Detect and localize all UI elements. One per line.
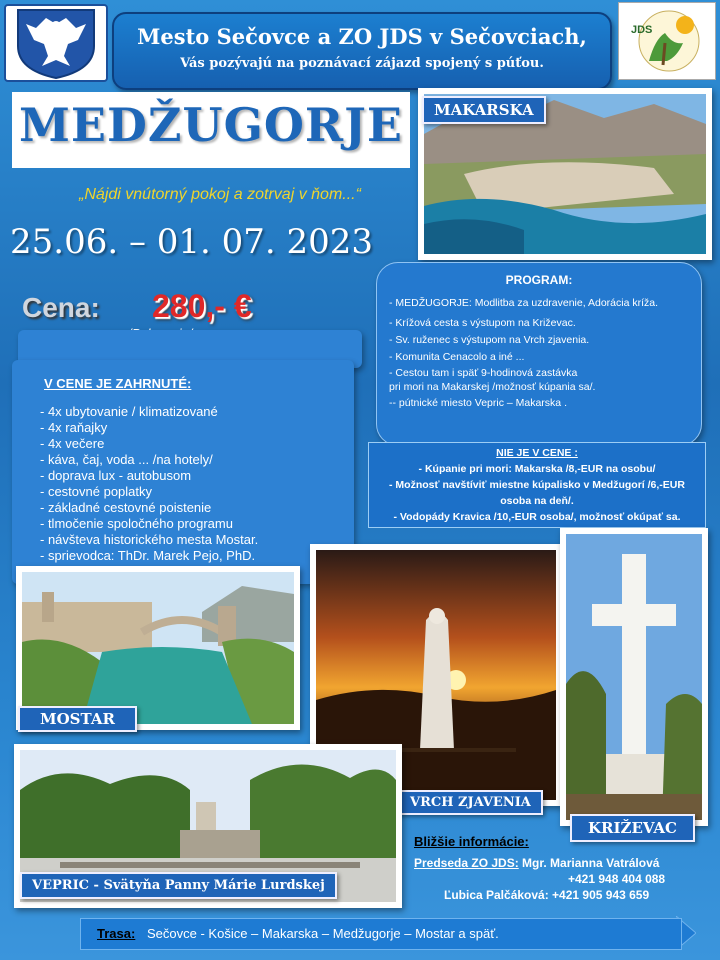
program-item: - Krížová cesta s výstupom na Križevac.: [389, 317, 576, 329]
program-item: - Komunita Cenacolo a iné ...: [389, 351, 525, 363]
jds-logo-text: JDS: [631, 24, 653, 36]
event-title: MEDŽUGORJE: [19, 98, 403, 152]
program-item: -- pútnické miesto Vepric – Makarska .: [389, 397, 567, 409]
price-label: Cena:: [22, 292, 100, 323]
not-included-item: - Možnosť navštíviť miestne kúpalisko v Medžugorí /6,-EUR: [389, 479, 685, 491]
route-banner: [80, 918, 682, 950]
jds-tree-icon: [619, 3, 715, 79]
included-item: - 4x raňajky: [40, 420, 108, 435]
caption-mostar: MOSTAR: [18, 706, 137, 732]
town-crest-logo: [4, 4, 108, 82]
not-included-box: [368, 442, 706, 528]
jds-logo: [618, 2, 716, 80]
route-text: Sečovce - Košice – Makarska – Medžugorje – Mostar a späť.: [147, 926, 499, 941]
price-value: 280,- €: [152, 288, 252, 324]
program-item: - Cestou tam i späť 9-hodinová zastávka: [389, 367, 578, 379]
caption-vepric: VEPRIC - Svätyňa Panny Márie Lurdskej: [20, 872, 337, 899]
included-item: - návšteva historického mesta Mostar.: [40, 532, 259, 547]
header-banner: [112, 12, 612, 90]
program-item: - MEDŽUGORJE: Modlitba za uzdravenie, Adorácia kríža.: [389, 297, 659, 309]
motto: „Nájdi vnútorný pokoj a zotrvaj v ňom...“: [79, 186, 361, 203]
contact-title: Bližšie informácie:: [414, 834, 529, 849]
included-item: - doprava lux - autobusom: [40, 468, 192, 483]
program-box: [376, 262, 702, 446]
chair-phone: +421 948 404 088: [568, 872, 666, 886]
not-included-item: - Kúpanie pri mori: Makarska /8,-EUR na osobu/: [418, 463, 656, 475]
program-title: PROGRAM:: [505, 273, 573, 287]
not-included-item: osoba na deň/.: [500, 495, 574, 507]
title-box: [12, 92, 410, 168]
included-item: - tlmočenie spoločného programu: [40, 516, 233, 531]
not-included-item: - Vodopády Kravica /10,-EUR osoba/, možnosť okúpať sa.: [393, 511, 681, 523]
eagle-crest-icon: [6, 6, 106, 80]
second-contact: Ľubica Palčáková: +421 905 943 659: [444, 888, 650, 902]
mostar-image: [22, 572, 294, 724]
event-dates: 25.06. – 01. 07. 2023: [10, 222, 374, 262]
header-subtitle: Vás pozývajú na poznávací zájazd spojený s púťou.: [180, 56, 544, 71]
chair-name: Mgr. Marianna Vatrálová: [522, 856, 660, 870]
included-item: - 4x ubytovanie / klimatizované: [40, 404, 218, 419]
contact-chair-label: [414, 856, 659, 870]
route-label: Trasa:: [97, 926, 136, 941]
program-item: pri mori na Makarskej /možnosť kúpania sa/.: [389, 381, 596, 393]
included-item: - sprievodca: ThDr. Marek Pejo, PhD.: [40, 548, 256, 563]
included-item: - základné cestovné poistenie: [40, 500, 212, 515]
caption-krizevac: KRIŽEVAC: [570, 814, 695, 842]
included-item: - 4x večere: [40, 436, 105, 451]
header-title: Mesto Sečovce a ZO JDS v Sečovciach,: [137, 24, 587, 49]
included-item: - káva, čaj, voda ... /na hotely/: [40, 452, 213, 467]
chair-label: Predseda ZO JDS:: [414, 856, 519, 870]
not-included-title: NIE JE V CENE :: [496, 447, 578, 459]
caption-makarska: MAKARSKA: [422, 96, 546, 124]
krizevac-photo: [560, 528, 708, 826]
included-box: [12, 360, 354, 584]
included-item: - cestovné poplatky: [40, 484, 153, 499]
krizevac-image: [566, 534, 702, 820]
caption-vrch-zjavenia: VRCH ZJAVENIA: [398, 790, 543, 815]
included-title: V CENE JE ZAHRNUTÉ:: [44, 376, 192, 391]
program-item: - Sv. ruženec s výstupom na Vrch zjavenia.: [389, 334, 590, 346]
